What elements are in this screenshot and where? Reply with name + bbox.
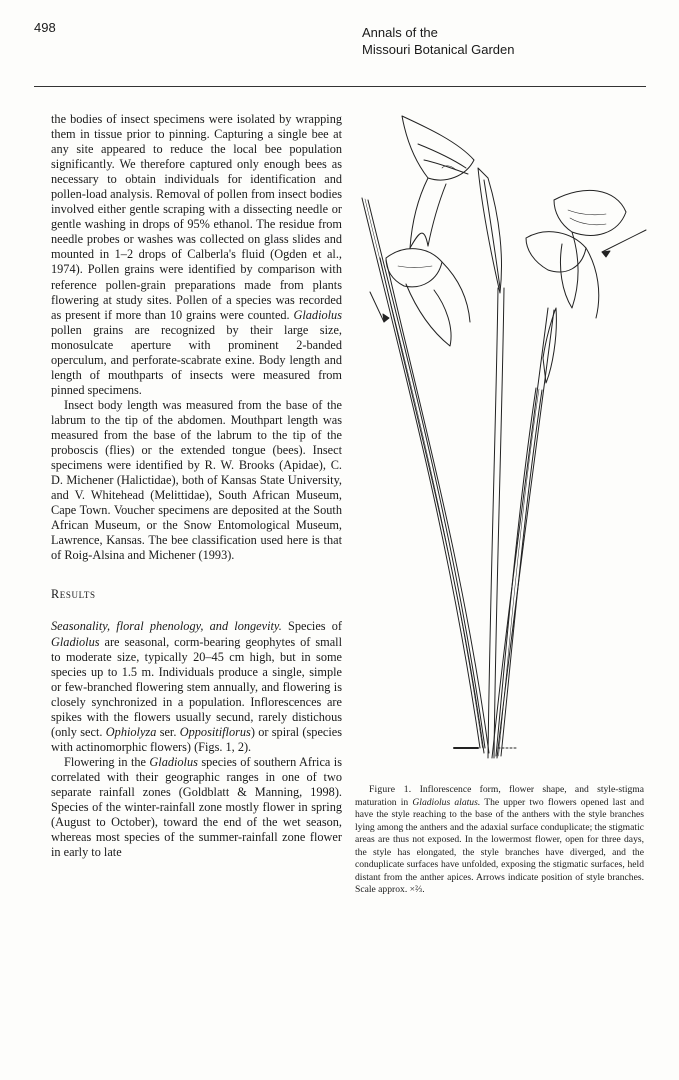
leaf-right	[496, 388, 542, 756]
run-in-heading: Seasonality, floral phenology, and longevity.	[51, 619, 282, 634]
figure-caption: Figure 1. Inflorescence form, flower shape, and style-stigma maturation in Gladiolus alatus. The upper two flowers opened last and have the style reaching to the base of the anthers with the style branches lying among the anthers and the adaxial surface conduplicate; the stigmatic areas are thus not exposed. In the lowermost flower, open for three days, the style has elongated, the style branches have diverged, and the conduplicate surfaces have unfolded, exposing the stigmatic surfaces, held distant from the anther apices. Arrows indicate position of style branches. Scale approx. ×⅔.	[355, 784, 644, 896]
main-stem	[488, 288, 504, 758]
figure-gladiolus-illustration	[358, 108, 658, 778]
journal-title-line1: Annals of the	[362, 25, 438, 40]
gladiolus-alatus-drawing	[358, 108, 658, 778]
paragraph-methods-measurement: Insect body length was measured from the base of the labrum to the tip of the abdomen. Mouthpart length was measured from the base of the labrum to the tip of the proboscis (flies) or the extended tongue (bees). Insect specimens were identified by R. W. Brooks (Apidae), C. D. Michener (Halictidae), both of Kansas State University, and V. Whitehead (Melittidae), South African Museum, Cape Town. Voucher specimens are deposited at the South African Museum, or the Snow Entomological Museum, Lawrence, Kansas. The bee classification used here is that of Roig-Alsina and Michener (1993).	[51, 397, 342, 563]
journal-title	[362, 24, 514, 58]
header-rule	[34, 86, 646, 87]
section-heading-results: Results	[51, 587, 96, 602]
flower-right	[526, 190, 626, 318]
body-text-column	[51, 112, 342, 860]
bract	[478, 168, 556, 383]
leaf-left-inner	[380, 258, 489, 753]
flower-lower	[386, 249, 470, 346]
flower-upper	[402, 116, 474, 248]
paragraph-seasonality: Seasonality, floral phenology, and longevity. Species of Gladiolus are seasonal, corm-bearing geophytes of small to moderate size, typically 20–45 cm high, but in some species up to 1.5 m. Individuals produce a single, simple or few-branched flowering stem annually, and flowering is closely synchronized in a population. Inflorescences are spikes with the flowers usually secund, rarely distichous (only sect. Ophiolyza ser. Oppositiflorus) or spiral (species with actinomorphic flowers) (Figs. 1, 2).	[51, 619, 343, 754]
paragraph-methods-pollen: the bodies of insect specimens were isolated by wrapping them in tissue prior to pinning. Capturing a single bee at any site appeared to reduce the local bee population significantly. We therefore captured only enough bees as necessary to obtain individuals for identification and pollen-load analysis. Removal of pollen from insect bodies involved either gentle scraping with a dissecting needle or gentle washing in drops of 95% ethanol. The residue from needle probes or washes was collected on glass slides and mounted in 1–2 drops of Calberla's fluid (Ogden et al., 1974). Pollen grains were identified by comparison with reference pollen-grain preparations made from plants flowering at study sites. Pollen of a species was recorded as present if more than 10 grains were counted. Gladiolus pollen grains are recognized by their large size, monosulcate aperture with prominent 2-banded operculum, and perforate-scabrate exine. Body length and length of mouthparts of insects were measured from pinned specimens.	[51, 112, 342, 397]
leaf-left-long	[362, 198, 485, 748]
journal-title-line2: Missouri Botanical Garden	[362, 42, 515, 57]
paragraph-flowering: Flowering in the Gladiolus species of southern Africa is correlated with their geographic ranges in one of two separate rainfall zones (Goldblatt & Manning, 1998). Species of the winter-rainfall zone mostly flower in spring (August to October), toward the end of the wet season, whereas most species of the summer-rainfall zone flower in early to late	[51, 754, 343, 860]
page-number: 498	[34, 20, 56, 35]
figure-label: Figure 1.	[369, 784, 412, 795]
arrow-right-icon	[602, 230, 646, 257]
